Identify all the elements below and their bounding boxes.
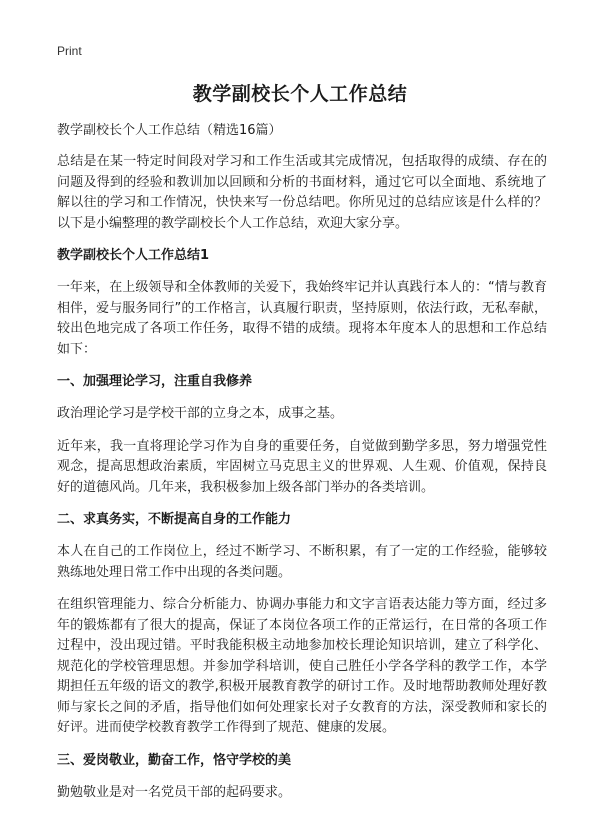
- heading-3: 三、爱岗敬业，勤奋工作，恪守学校的美: [57, 752, 292, 768]
- article-subtitle: 教学副校长个人工作总结（精选16篇）: [57, 123, 282, 138]
- heading-1: 一、加强理论学习，注重自我修养: [57, 374, 253, 389]
- article-body: [57, 121, 547, 815]
- paragraph-2: 政治理论学习是学校干部的立身之本，成事之基。: [57, 406, 344, 421]
- paragraph-4: 本人在自己的工作岗位上，经过不断学习、不断积累，有了一定的工作经验，能够较熟练地处理日常工作中出现的各类问题。: [57, 544, 547, 580]
- section-title: 教学副校长个人工作总结1: [57, 248, 210, 263]
- paragraph-3: 近年来，我一直将理论学习作为自身的重要任务，自觉做到勤学多思，努力增强党性观念，提高思想政治素质，牢固树立马克思主义的世界观、人生观、价值观，保持良好的道德风尚。几年来，我积极参加上级各部门举办的各类培训。: [57, 438, 547, 495]
- print-link[interactable]: Print: [57, 44, 82, 58]
- paragraph-6: 勤勉敬业是对一名党员干部的起码要求。: [57, 784, 292, 800]
- heading-2: 二、求真务实，不断提高自身的工作能力: [57, 512, 292, 527]
- page-title: 教学副校长个人工作总结: [192, 83, 408, 105]
- paragraph-5: 在组织管理能力、综合分析能力、协调办事能力和文字言语表达能力等方面，经过多年的锻炼都有了很大的提高，保证了本岗位各项工作的正常运行，在日常的各项工作过程中，没出现过错。平时我能积极主动地参加校长理论知识培训，建立了科学化、规范化的学校管理思想。并参加学科培训，使自己胜任小学各学科的教学工作，本学期担任五年级的语文的教学,积极开展教育教学的研讨工作。及时地帮助教师处理好教师与家长之间的矛盾，指导他们如何处理家长对子女教育的方法，深受教师和家长的好评。进而使学校教育教学工作得到了规范、健康的发展。: [57, 597, 547, 735]
- intro-paragraph: 总结是在某一特定时间段对学习和工作生活或其完成情况，包括取得的成绩、存在的问题及得到的经验和教训加以回顾和分析的书面材料，通过它可以全面地、系统地了解以往的学习和工作情况，快快来写一份总结吧。你所见过的总结应该是什么样的？以下是小编整理的教学副校长个人工作总结，欢迎大家分享。: [57, 154, 547, 231]
- paragraph-1: 一年来，在上级领导和全体教师的关爱下，我始终牢记并认真践行本人的：“情与教育相伴，爱与服务同行”的工作格言，认真履行职责，坚持原则，依法行政，无私奉献，较出色地完成了各项工作任务，取得不错的成绩。现将本年度本人的思想和工作总结如下：: [57, 280, 547, 357]
